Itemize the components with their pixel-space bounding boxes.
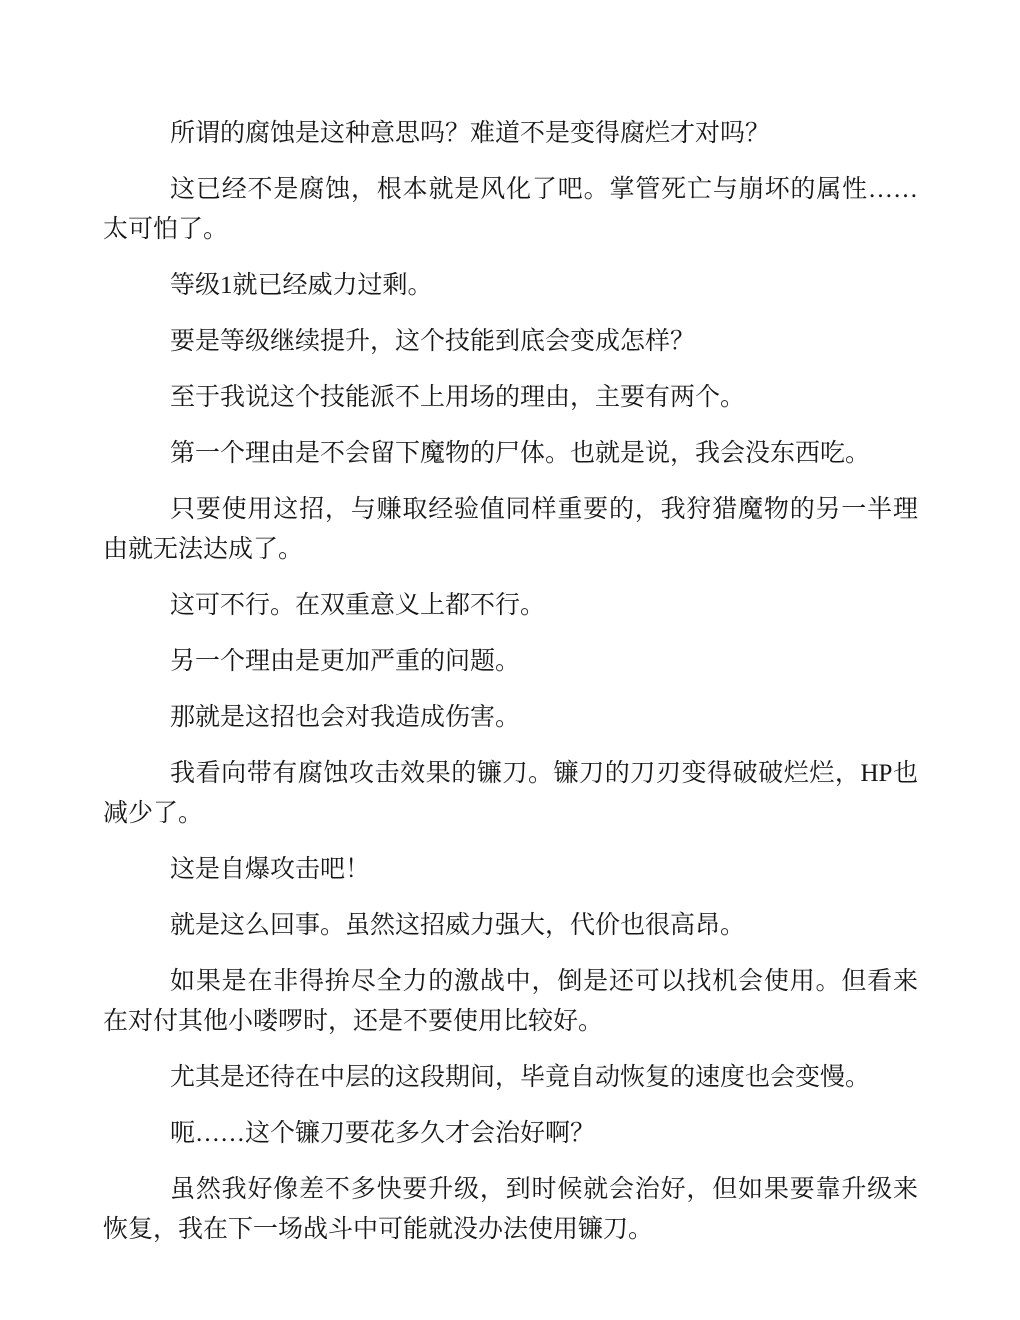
paragraph: 至于我说这个技能派不上用场的理由，主要有两个。: [170, 384, 746, 411]
paragraph: 要是等级继续提升，这个技能到底会变成怎样？: [170, 328, 696, 355]
paragraph: 如果是在非得拚尽全力的激战中，倒是还可以找机会使用。但看来在对付其他小喽啰时，还是不要使用比较好。: [103, 968, 918, 1035]
paragraph: 呃……这个镰刀要花多久才会治好啊？: [170, 1120, 596, 1147]
paragraph: 第一个理由是不会留下魔物的尸体。也就是说，我会没东西吃。: [170, 440, 871, 467]
paragraph: 所谓的腐蚀是这种意思吗？难道不是变得腐烂才对吗？: [170, 120, 771, 147]
paragraph: 虽然我好像差不多快要升级，到时候就会治好，但如果要靠升级来恢复，我在下一场战斗中可能就没办法使用镰刀。: [103, 1176, 918, 1243]
paragraph: 这是自爆攻击吧！: [170, 856, 371, 883]
paragraph: 只要使用这招，与赚取经验值同样重要的，我狩猎魔物的另一半理由就无法达成了。: [103, 496, 918, 563]
paragraph: 那就是这招也会对我造成伤害。: [170, 704, 521, 731]
paragraph: 这已经不是腐蚀，根本就是风化了吧。掌管死亡与崩坏的属性……太可怕了。: [103, 176, 918, 243]
paragraph: 这可不行。在双重意义上都不行。: [170, 592, 546, 619]
paragraph: 尤其是还待在中层的这段期间，毕竟自动恢复的速度也会变慢。: [170, 1064, 871, 1091]
document-body: [103, 114, 918, 1250]
paragraph: 我看向带有腐蚀攻击效果的镰刀。镰刀的刀刃变得破破烂烂，HP也减少了。: [103, 760, 918, 827]
paragraph: 另一个理由是更加严重的问题。: [170, 648, 521, 675]
paragraph: 就是这么回事。虽然这招威力强大，代价也很高昂。: [170, 912, 746, 939]
paragraph: 等级1就已经威力过剩。: [170, 272, 433, 299]
